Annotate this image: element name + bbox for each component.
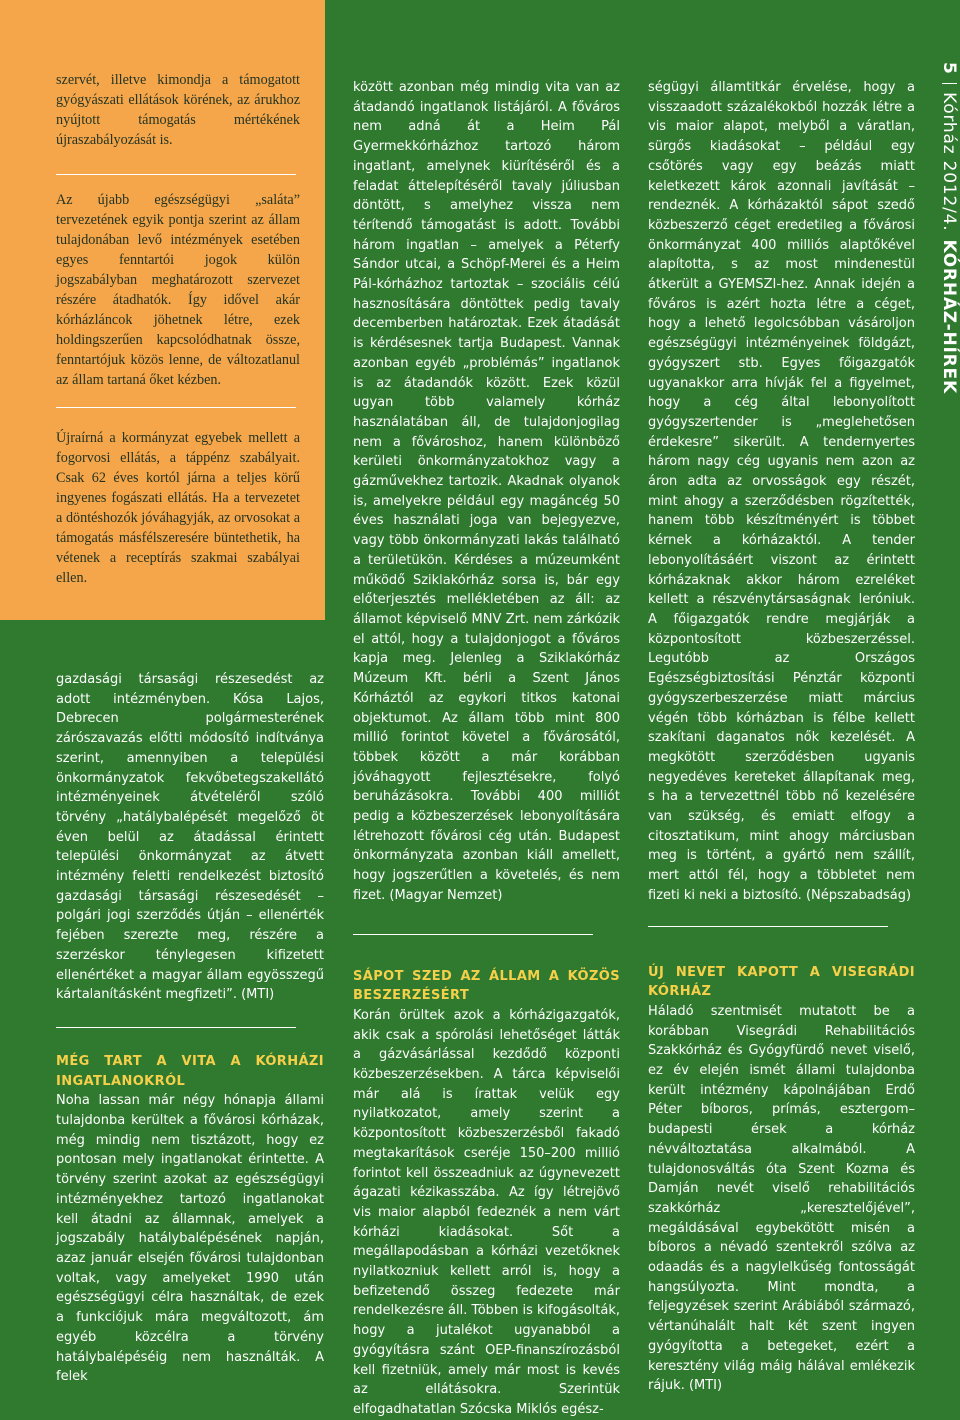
page-number: 5 — [939, 62, 959, 75]
article-text: Korán örültek azok a kórházigazgatók, akik csak a spórolási lehetőséget látták a gázvásárlással kezdődő központi közbeszerzésekben. A tárca képviselői már alá is írattak velük egy nyilatkozatot, amely szerint a központosított közbeszerzésből fakadó megtakarítások cseréje 150–200 millió forintot kell összeadniuk az úgynevezett ágazati kézikasszába. Az így létrejövő vis maior alapból fedeznék a nem várt kórházi kiadásokat. Sőt a megállapodásban a kórházi vezetőknek nyilatkozniuk kellett arról is, hogy a befizetendő összeg fedezete már rendelkezésre áll. Többen is kifogásolták, hogy a jutalékot ugyanabból a gyógyításra szánt OEP-finanszírozásból kell fizetniük, amely már most is kevés az ellátásokra. Szerintük elfogadhatatlan Szócska Miklós egész- — [353, 1007, 620, 1417]
sidebar-text-3: Újraírná a kormányzat egyebek mellett a fogorvosi ellátás, a táppénz szabályait. Csak 62 éves kortól járna a teljes körű ingyenes fogászati ellátás. Ha a tervezetet a döntéshozók jóváhagyják, az orvosokat a támogatás másfélszeresére büntethetik, ha vétenek a receptírás szakmai szabályai ellen. — [56, 430, 300, 586]
sidebar-divider-1 — [56, 174, 296, 175]
column-divider — [648, 926, 888, 927]
section-title: KÓRHÁZ-HÍREK — [939, 239, 959, 394]
column-divider — [353, 934, 593, 935]
article-text: gazdasági társasági részesedést az adott intézményben. Kósa Lajos, Debrecen polgármesterének zárószavazás előtti módosító indítványa szerint, amennyiben a települési önkormányzatok fekvőbetegszakellátó intézményeinek átvételéről szóló törvény „hatálybalépését megelőző öt éven belül az átadással érintett települési önkormányzat az átvett intézmény feletti rendelkezést biztosító gazdasági társasági részesedését – polgári jogi szerződés útján – ellenérték fejében szerezte meg, részére a szerzéskor ténylegesen kifizetett ellenértéket a magyar állam egyösszegű kártalanításként megfizeti”. (MTI) — [56, 672, 324, 1003]
sidebar-divider-2 — [56, 407, 296, 408]
article-heading: SÁPOT SZED AZ ÁLLAM A KÖZÖS BESZERZÉSÉRT — [353, 968, 620, 1004]
column-divider — [56, 1027, 296, 1028]
sidebar-box — [0, 0, 325, 620]
article-heading: ÚJ NEVET KAPOTT A VISEGRÁDI KÓRHÁZ — [648, 964, 915, 1000]
sidebar-text-2: Az újabb egészségügyi „saláta” tervezetének egyik pontja szerint az állam tulajdonában levő intézmények esetében egyes fenntartói jogok külön jogszabályban meghatározott szervezet részére átadhatók. Így idővel akár kórházláncok jöhetnek létre, ezek holdingszerűen kapcsolódhatnak össze, fenntartójuk közös lenne, de változatlanul az állam tartaná őket kézben. — [56, 192, 300, 388]
vertical-header — [921, 62, 960, 482]
column-3 — [648, 78, 915, 1396]
column-2 — [353, 78, 620, 1420]
article-text: Noha lassan már négy hónapja állami tulajdonba kerültek a fővárosi kórházak, még mindig nem tisztázott, hogy ez pontosan mely ingatlanokat érintette. A törvény szerint azokat az egészségügyi intézményekhez tartozó ingatlanokat kell átadni az államnak, amelyek a jogszabály hatálybalépésének napján, azaz január elsején fővárosi tulajdonban voltak, vagy amelyeket 1990 után egészségügyi célra használtak, de ezek a funkciójuk mára megváltozott, ám egyéb közcélra a törvény hatálybalépéséig nem használták. A felek — [56, 1093, 324, 1385]
header-separator — [942, 83, 957, 85]
article-text: ségügyi államtitkár érvelése, hogy a visszaadott százalékokból hozzák létre a vis maior alapot, melyből a váratlan, sürgős kiadásokat – például egy csőtörés vagy egy beázás miatt keletkezett károk azonnali javítását – rendeznék. A kórházaktól sápot szedő közbeszerző céget eredetileg a fővárosi önkormányzat 400 milliós alaptőkével alapította, s az most mindenestül átkerült a GYEMSZI-hez. Annak idején a főváros is azért hozta létre a céget, hogy a lehető legolcsóbban vásároljon egészségügyi intézményeinek földgázt, gyógyszert stb. Egyes főigazgatók ugyanakkor arra hívják fel a figyelmet, hogy a cég által lebonyolított gyógyszertender is „meglehetősen érdekesre” sikerült. A tendernyertes három nagy cég ugyanis nem azon az áron adta az orvosságok egy részét, mint ahogy a szerződésben rögzítették, hanem több készítményért is többet kérnek a kórházaktól. A tender lebonyolításáért viszont az érintett kórházaknak akkor három ezreléket kellett a részvénytársaságnak leróniuk. A főigazgatók rendre megjárják a központosított közbeszerzéssel. Legutóbb az Országos Egészségbiztosítási Pénztár központi gyógyszerbeszerzése miatt március végén több kórházban is félbe kellett szakítani daganatos nők kezelését. A megkötött szerződésben ugyanis negyedéves kereteket állapítanak meg, s ha a tervezettnél több nő kezelésére van szükség, és emiatt elfogy a citosztatikum, mint ahogy márciusban meg is történt, a gyártó nem szállít, mert attól fél, hogy a többletet nem fizeti ki neki a biztosító. (Népszabadság) — [648, 80, 915, 903]
sidebar-text-1: szervét, illetve kimondja a támogatott gyógyászati ellátások körének, az árukhoz nyújtott támogatás mértékének újraszabályozását is. — [56, 72, 300, 148]
article-text: Háladó szentmisét mutatott be a korábban Visegrádi Rehabilitációs Szakkórház és Gyógyfürdő nevet viselő, ez év elején ismét állami tulajdonba került intézmény kápolnájában Erdő Péter bíboros, prímás, esztergom–budapesti érsek a kórház névváltoztatása alkalmából. A tulajdonosváltás óta Szent Kozma és Damján nevét viselő rehabilitációs szakkórház „keresztelőjével”, megáldásával egybekötött misén a bíboros a névadó szentekről szólva az odaadás és a nagylelkűség fontosságát hangsúlyozta. Mint mondta, a feljegyzések szerint Arábiából származó, vértanúhalált halt két szent ingyen gyógyította a betegeket, ezért a keresztény világ máig hálával emlékezik rájuk. (MTI) — [648, 1003, 915, 1394]
column-1 — [56, 670, 324, 1387]
issue-label: Kórház 2012/4. — [939, 92, 959, 232]
article-heading: MÉG TART A VITA A KÓRHÁZI INGATLANOKRÓL — [56, 1053, 324, 1089]
article-text: között azonban még mindig vita van az átadandó ingatlanok listájáról. A főváros nem adná át a Heim Pál Gyermekkórházhoz tartozó három ingatlant, amelynek kiürítéséről és a feladat áttelepítéséről tavaly júliusban döntött, s amelyhez vissza nem térítendő támogatást is adott. További három ingatlan – amelyek a Péterfy Sándor utcai, a Schöpf-Merei és a Heim Pál-kórházhoz tartoztak – szociális célú hasznosítására döntöttek pedig tavaly decemberben határoztak. Ezek átadását is kérdésesnek tartja Budapest. Vannak azonban egyéb „problémás” ingatlanok is az átadandók között. Ezek közül ugyan több valamely kórház használatában áll, de tulajdonjogilag nem a fővároshoz, hanem különböző kerületi önkormányzatokhoz vagy a gázművekhez tartozik. Akadnak olyanok is, amelyekre például egy magáncég 50 éves használati joga van bejegyezve, vagy több önkormányzati lakás található a területükön. Kérdéses a múzeumként működő Sziklakórház sorsa is, bár egy előterjesztés mellékletében az áll: az államot képviselő MNV Zrt. nem zárkózik el attól, hogy a tulajdonjogot a főváros kapja meg. Jelenleg a Sziklakórház Múzeum Kft. bérli a Szent János Kórháztól az egykori titkos katonai objektumot. Az állam több mint 800 millió forintot követel a fővárosától, többek között a már korábban jóváhagyott fejlesztésekre, folyó beruházásokra. További 400 milliót pedig a közbeszerzések lebonyolítására létrehozott fővárosi cég után. Budapest önkormányzata azonban kiáll amellett, hogy jogszerűtlen a követelés, és nem fizet. (Magyar Nemzet) — [353, 80, 620, 903]
